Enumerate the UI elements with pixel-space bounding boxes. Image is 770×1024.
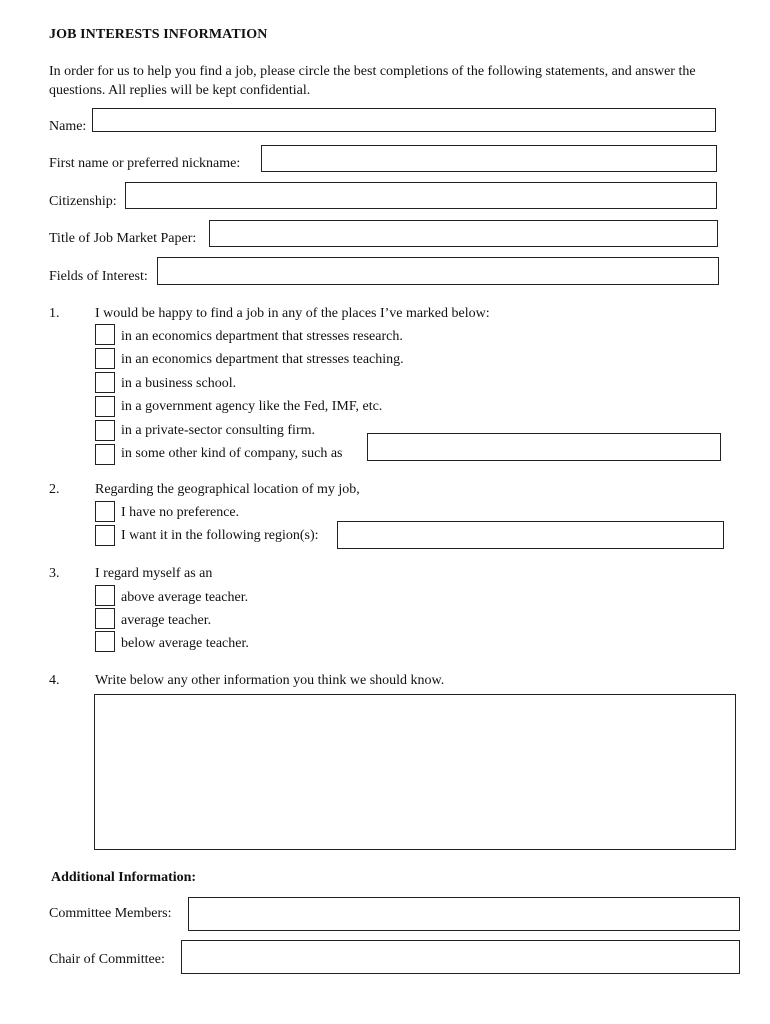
q1-option-other-company: in some other kind of company, such as [121,446,343,461]
q2-checkbox-no-preference[interactable] [95,501,115,522]
q1-option-teaching: in an economics department that stresses teaching. [121,352,404,367]
q2-region-field[interactable] [337,521,724,549]
q3-option-above-average: above average teacher. [121,590,249,605]
q4-text: Write below any other information you think we should know. [95,673,445,688]
q3-checkbox-above-average[interactable] [95,585,115,606]
q2-option-region: I want it in the following region(s): [121,528,319,543]
q3-option-average: average teacher. [121,613,212,628]
q3-checkbox-average[interactable] [95,608,115,629]
nickname-label: First name or preferred nickname: [49,156,241,171]
q1-checkbox-other-company[interactable] [95,444,115,465]
q1-text: I would be happy to find a job in any of the places I’ve marked below: [95,306,490,321]
q2-number: 2. [49,482,60,497]
committee-members-field[interactable] [188,897,740,931]
q4-number: 4. [49,673,60,688]
form-title: JOB INTERESTS INFORMATION [49,27,268,42]
citizenship-field[interactable] [125,182,717,209]
q3-checkbox-below-average[interactable] [95,631,115,652]
form-intro: In order for us to help you find a job, please circle the best completions of the following statements, and answer the questions. All replies will be kept confidential. [49,64,696,98]
q2-checkbox-region[interactable] [95,525,115,546]
q1-other-company-field[interactable] [367,433,721,461]
q1-option-research: in an economics department that stresses research. [121,329,403,344]
name-label: Name: [49,119,87,134]
q1-checkbox-research[interactable] [95,324,115,345]
q2-text: Regarding the geographical location of my job, [95,482,360,497]
name-field[interactable] [92,108,716,132]
q3-text: I regard myself as an [95,566,213,581]
additional-info-heading: Additional Information: [51,870,197,885]
paper-title-field[interactable] [209,220,718,247]
q1-option-government: in a government agency like the Fed, IMF, etc. [121,399,383,414]
committee-members-label: Committee Members: [49,906,172,921]
q1-checkbox-business-school[interactable] [95,372,115,393]
fields-of-interest-label: Fields of Interest: [49,269,148,284]
q1-number: 1. [49,306,60,321]
q1-option-business-school: in a business school. [121,376,237,391]
q4-other-info-textarea[interactable] [94,694,736,850]
q1-checkbox-consulting[interactable] [95,420,115,441]
q3-number: 3. [49,566,60,581]
q3-option-below-average: below average teacher. [121,636,249,651]
q1-option-consulting: in a private-sector consulting firm. [121,423,315,438]
chair-of-committee-label: Chair of Committee: [49,952,165,967]
q1-checkbox-teaching[interactable] [95,348,115,369]
nickname-field[interactable] [261,145,717,172]
paper-title-label: Title of Job Market Paper: [49,231,197,246]
q2-option-no-preference: I have no preference. [121,505,240,520]
fields-of-interest-field[interactable] [157,257,719,285]
chair-of-committee-field[interactable] [181,940,740,974]
q1-checkbox-government[interactable] [95,396,115,417]
citizenship-label: Citizenship: [49,194,117,209]
